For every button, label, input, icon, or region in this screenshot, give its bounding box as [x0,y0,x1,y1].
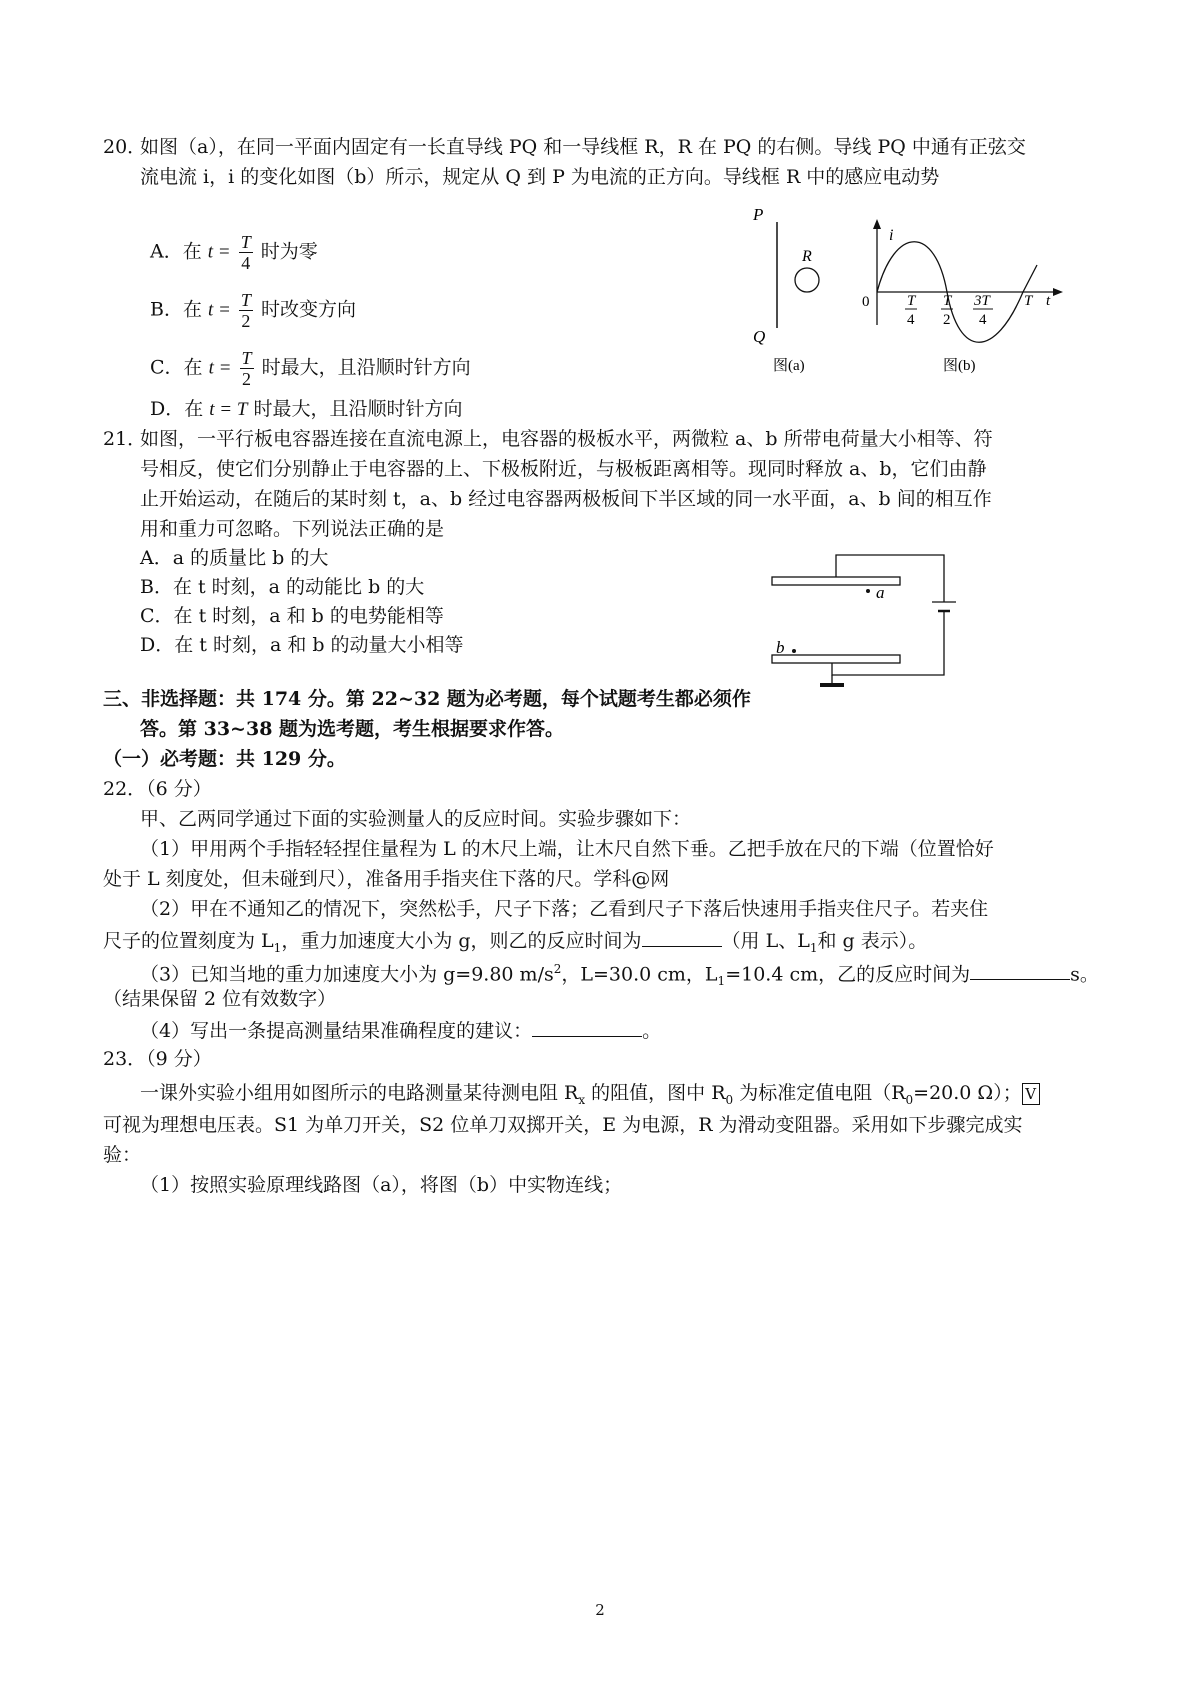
figure-a [745,200,835,380]
q23-line2: 可视为理想电压表。S1 为单刀开关，S2 位单刀双掷开关，E 为电源，R 为滑动变阻器。采用如下步骤完成实 [103,1114,1023,1136]
lower-plate [772,655,900,663]
answer-blank-1[interactable] [642,926,722,947]
q23-line1: 一课外实验小组用如图所示的电路测量某待测电阻 $R_x$ 的阻值，图中 $R_0$ 为标准定值电阻（$R_0=20.0$ Ω）； V [140,1080,1040,1113]
tick-3t4-num: 3T [974,293,990,309]
q20-option-c: C．在 t = $\frac{T}{2}$ 时最大，且沿顺时针方向 [150,348,471,389]
caption-b: 图(b) [943,358,976,374]
tick-t4-num: T [907,293,916,309]
label-i: i [889,227,894,244]
tick-t: T [1024,293,1033,309]
q22-step3: （3）已知当地的重力加速度大小为 g=9.80 $m/s^2$，L=30.0 cm，$L_1=10.4$ cm，乙的反应时间为 s。 [140,956,1099,994]
label-a: a [876,583,885,602]
q20-option-d: D．在 t = T 时最大，且沿顺时针方向 [150,398,463,420]
q20-option-a: A．在 t = $\frac{T}{4}$ 时为零 [150,232,318,273]
label-b: b [776,638,785,657]
loop-r [795,268,819,292]
q21-line2: 号相反，使它们分别静止于电容器的上、下极板附近，与极板距离相等。现同时释放 a、b，它们由静 [140,458,987,480]
q22-step1b: 处于 L 刻度处，但未碰到尺），准备用手指夹住下落的尺。学科@网 [103,868,670,890]
caption-a: 图(a) [773,358,805,374]
q20-line1: 如图（a），在同一平面内固定有一长直导线 PQ 和一导线框 R，R 在 PQ 的右侧。导线 PQ 中通有正弦交 [140,136,1026,158]
q20-number: 20． [103,136,147,158]
q21-number: 21． [103,428,147,450]
tick-t2-den: 2 [943,312,951,328]
q20-line2: 流电流 i，i 的变化如图（b）所示，规定从 Q 到 P 为电流的正方向。导线框 R 中的感应电动势 [140,166,940,188]
axis-t-label: t [1046,293,1051,309]
q22-step2a: （2）甲在不通知乙的情况下，突然松手，尺子下落；乙看到尺子下落后快速用手指夹住尺子。若夹住 [140,898,989,920]
answer-blank-2[interactable] [970,959,1070,980]
q22-step2b: 尺子的位置刻度为 $L_1$，重力加速度大小为 g，则乙的反应时间为 （用 L、$L_1$和 g 表示）。 [103,926,927,961]
label-p: P [753,205,764,224]
q22-step3b: （结果保留 2 位有效数字） [103,988,337,1010]
capacitor-figure [760,545,970,695]
q20-option-b: B．在 t = $\frac{T}{2}$ 时改变方向 [150,290,356,331]
section3-line1: 三、非选择题：共 174 分。第 22~32 题为必考题，每个试题考生都必须作 [103,688,751,710]
page-number: 2 [595,1601,605,1619]
wire-top [836,555,944,602]
tick-t2-num: T [943,293,952,309]
particle-a [866,589,870,593]
voltmeter-icon: V [1022,1083,1040,1105]
q23-line3: 验： [103,1144,142,1166]
arrow-i [873,219,881,229]
q21-line3: 止开始运动，在随后的某时刻 t，a、b 经过电容器两极板间下半区域的同一水平面，a、b 间的相互作 [140,488,992,510]
arrow-t [1053,288,1063,296]
label-q: Q [753,327,766,346]
figure-b [855,215,1070,380]
q22-step4: （4）写出一条提高测量结果准确程度的建议： 。 [140,1016,661,1044]
section3-line2: 答。第 33~38 题为选考题，考生根据要求作答。 [140,718,565,740]
q21-line4: 用和重力可忽略。下列说法正确的是 [140,518,445,540]
q21-line1: 如图，一平行板电容器连接在直流电源上，电容器的极板水平，两微粒 a、b 所带电荷量大小相等、符 [140,428,993,450]
label-zero: 0 [862,294,870,310]
tick-t4-den: 4 [907,312,915,328]
q22-step1a: （1）甲用两个手指轻轻捏住量程为 L 的木尺上端，让木尺自然下垂。乙把手放在尺的下端（位置恰好 [140,838,994,860]
q21-option-a: A．a 的质量比 b 的大 [140,547,329,569]
q21-option-b: B．在 t 时刻，a 的动能比 b 的大 [140,576,425,598]
q22-number: 22．（6 分） [103,778,212,800]
section3-sub1: （一）必考题：共 129 分。 [103,748,346,770]
q21-option-c: C．在 t 时刻，a 和 b 的电势能相等 [140,605,444,627]
answer-blank-3[interactable] [532,1016,642,1037]
q21-option-d: D．在 t 时刻，a 和 b 的动量大小相等 [140,634,464,656]
tick-3t4-den: 4 [979,312,987,328]
q23-step1: （1）按照实验原理线路图（a），将图（b）中实物连线； [140,1174,623,1196]
label-r: R [802,248,812,265]
particle-b [792,649,796,653]
q23-number: 23．（9 分） [103,1048,212,1070]
q22-intro: 甲、乙两同学通过下面的实验测量人的反应时间。实验步骤如下： [140,808,692,830]
wire-bottom [832,611,944,675]
